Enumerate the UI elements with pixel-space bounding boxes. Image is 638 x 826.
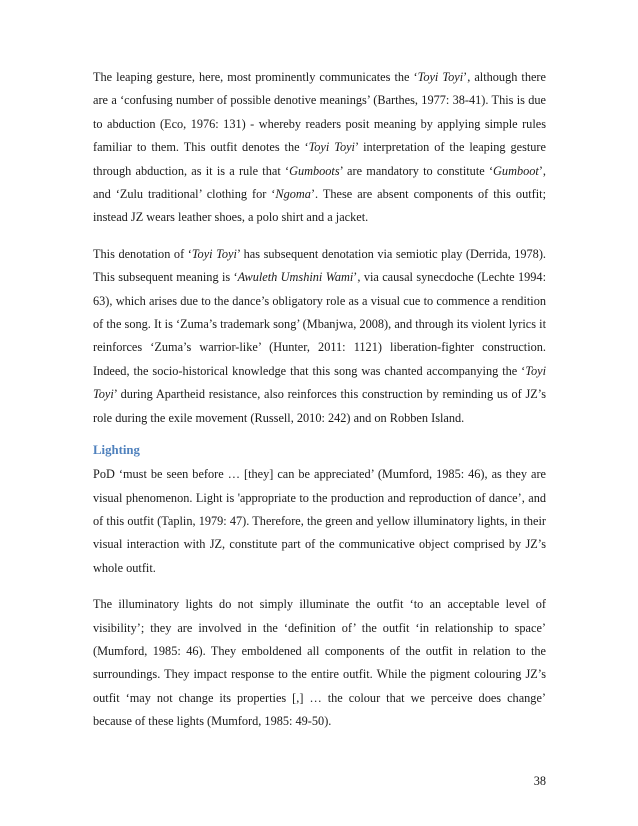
italic-term: Toyi Toyi <box>417 70 464 84</box>
text-run: ’, although there are a ‘confusing number of possible denotive meanings’ (Barthes, 1977: 38-41). This is due to abduction (Eco, 1976: 131) - whereby readers posit meaning by applying simple rules familiar to them. This outfit denotes the ‘ <box>93 70 546 155</box>
paragraph-denotation <box>93 243 546 430</box>
text-run: ’ are mandatory to constitute ‘ <box>339 163 494 178</box>
text-run: ’, via causal synecdoche (Lechte 1994: 63), which arises due to the dance’s obligatory role as a visual cue to commence a rendition of the song. It is ‘Zuma’s trademark song’ (Mbanjwa, 2008), and through its violent lyrics it reinforces ‘Zuma’s warrior-like’ (Hunter, 2011: 1121) liberation-fighter construction. Indeed, the socio-historical knowledge that this song was chanted accompanying the ‘ <box>93 270 546 378</box>
page-number: 38 <box>533 774 546 788</box>
italic-term: Toyi Toyi <box>191 246 237 261</box>
italic-term: Awuleth Umshini Wami <box>237 270 354 285</box>
paragraph-pod-visual <box>93 463 546 580</box>
section-heading-lighting: Lighting <box>93 443 140 458</box>
text-run: ’, and ‘Zulu traditional’ clothing for ‘ <box>93 163 546 202</box>
text-run: PoD ‘must be seen before … [they] can be appreciated’ (Mumford, 1985: 46), as they are visual phenomenon. Light is 'appropriate to the production and reproduction of dance’, and of this outfit (Taplin, 1979: 47). Therefore, the green and yellow illuminatory lights, in their visual interaction with JZ, constitute part of the communicative object comprised by JZ’s whole outfit. <box>93 467 546 575</box>
text-run: The illuminatory lights do not simply illuminate the outfit ‘to an acceptable level of visibility’; they are involved in the ‘definition of’ the outfit ‘in relationship to space’ (Mumford, 1985: 46). They emboldened all components of the outfit in relation to the surroundings. They impact response to the entire outfit. While the pigment colouring JZ’s outfit ‘may not change its properties [,] … the colour that we perceive does change’ because of these lights (Mumford, 1985: 49-50). <box>93 597 546 729</box>
text-run: ’ during Apartheid resistance, also reinforces this construction by reminding us of JZ’s role during the exile movement (Russell, 2010: 242) and on Robben Island. <box>93 387 546 425</box>
italic-term: Ngoma <box>275 187 311 202</box>
page-body <box>93 66 546 747</box>
text-run: ’ interpretation of the leaping gesture through abduction, as it is a rule that ‘ <box>93 140 546 178</box>
italic-term: Toyi Toyi <box>93 363 546 402</box>
text-run: The leaping gesture, here, most prominently communicates the ‘ <box>93 70 418 84</box>
text-run: ’ has subsequent denotation via semiotic play (Derrida, 1978). This subsequent meaning is ‘ <box>93 246 546 285</box>
italic-term: Gumboot <box>493 163 539 178</box>
text-run: This denotation of ‘ <box>93 246 192 261</box>
italic-term: Gumboots <box>289 163 340 178</box>
paragraph-leaping-gesture <box>93 66 546 230</box>
italic-term: Toyi Toyi <box>308 140 355 155</box>
paragraph-illuminatory-lights <box>93 593 546 733</box>
text-run: ’. These are absent components of this outfit; instead JZ wears leather shoes, a polo shirt and a jacket. <box>93 187 546 225</box>
